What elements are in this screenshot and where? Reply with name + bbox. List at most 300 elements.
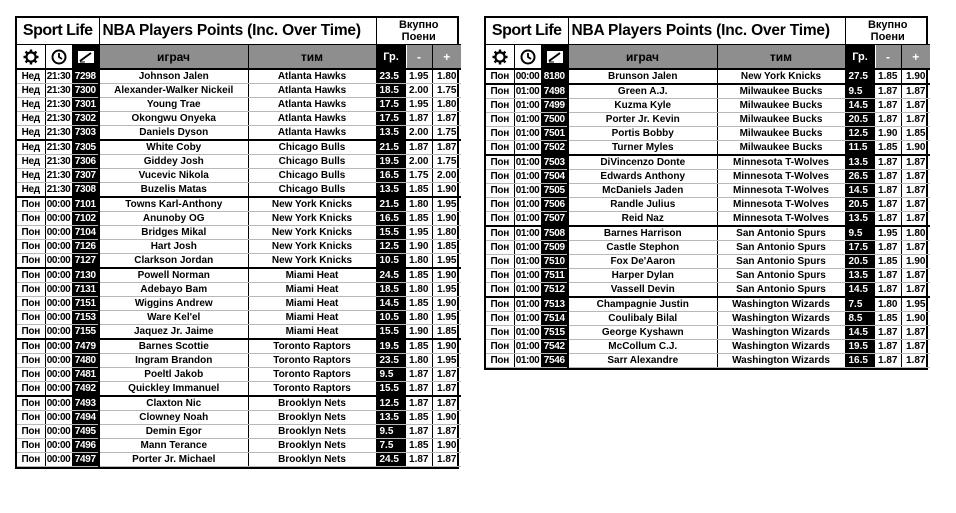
code-cell: 7305 bbox=[72, 140, 99, 155]
time-cell: 21:30 bbox=[46, 99, 71, 110]
column-header-minus: - bbox=[406, 45, 432, 70]
day-cell: Пон bbox=[17, 453, 45, 467]
code-cell: 7301 bbox=[72, 98, 99, 112]
points-line: 21.5 bbox=[376, 140, 406, 155]
points-line: 9.5 bbox=[376, 425, 406, 439]
code-cell: 7501 bbox=[541, 127, 568, 141]
odds-under: 1.80 bbox=[406, 311, 432, 325]
table-row bbox=[17, 254, 461, 269]
totals-label-line1: Вкупно bbox=[867, 19, 908, 31]
day-cell: Пон bbox=[17, 354, 45, 368]
odds-under: 1.85 bbox=[875, 141, 901, 156]
table-row bbox=[17, 69, 461, 84]
odds-under: 1.87 bbox=[406, 112, 432, 126]
odds-under: 1.90 bbox=[406, 325, 432, 340]
odds-over: 1.90 bbox=[432, 183, 461, 198]
day-cell: Пон bbox=[486, 354, 514, 368]
odds-over: 1.87 bbox=[901, 198, 930, 212]
player-name: Demin Egor bbox=[99, 425, 248, 439]
table-row bbox=[17, 126, 461, 141]
odds-sheet-left bbox=[15, 16, 459, 469]
odds-under: 1.87 bbox=[875, 340, 901, 354]
player-name: Edwards Anthony bbox=[568, 170, 717, 184]
code-cell: 7494 bbox=[72, 411, 99, 425]
player-name: Johnson Jalen bbox=[99, 69, 248, 84]
day-cell: Пон bbox=[486, 198, 514, 212]
player-name: Claxton Nic bbox=[99, 396, 248, 411]
team-name: Minnesota T-Wolves bbox=[717, 212, 845, 227]
odds-over: 1.80 bbox=[901, 226, 930, 241]
odds-under: 1.95 bbox=[406, 98, 432, 112]
odds-under: 1.75 bbox=[406, 169, 432, 183]
odds-over: 1.87 bbox=[432, 425, 461, 439]
odds-over: 1.87 bbox=[901, 170, 930, 184]
points-line: 20.5 bbox=[845, 255, 875, 269]
day-cell: Пон bbox=[17, 254, 45, 269]
day-cell: Пон bbox=[486, 141, 514, 156]
odds-over: 1.90 bbox=[432, 268, 461, 283]
table-row bbox=[486, 99, 930, 113]
table-row bbox=[17, 98, 461, 112]
team-name: Brooklyn Nets bbox=[248, 439, 376, 453]
code-cell: 7514 bbox=[541, 312, 568, 326]
points-line: 23.5 bbox=[376, 69, 406, 84]
points-line: 16.5 bbox=[376, 169, 406, 183]
points-line: 24.5 bbox=[376, 268, 406, 283]
odds-over: 1.85 bbox=[432, 240, 461, 254]
odds-over: 1.90 bbox=[901, 255, 930, 269]
time-cell: 01:00 bbox=[515, 157, 540, 168]
time-cell: 01:00 bbox=[515, 114, 540, 125]
table-row bbox=[17, 84, 461, 98]
table-row bbox=[486, 297, 930, 312]
points-line: 11.5 bbox=[845, 141, 875, 156]
odds-over: 1.75 bbox=[432, 84, 461, 98]
odds-over: 1.90 bbox=[432, 439, 461, 453]
table-row bbox=[486, 84, 930, 99]
table-row bbox=[486, 69, 930, 84]
day-cell: Пон bbox=[17, 212, 45, 226]
player-name: Okongwu Onyeka bbox=[99, 112, 248, 126]
time-cell: 00:00 bbox=[46, 270, 71, 281]
odds-under: 1.87 bbox=[875, 170, 901, 184]
table-row bbox=[486, 127, 930, 141]
team-name: Toronto Raptors bbox=[248, 354, 376, 368]
points-line: 16.5 bbox=[845, 354, 875, 368]
day-cell: Пон bbox=[17, 268, 45, 283]
brand-logo: Sport Life bbox=[486, 18, 568, 45]
points-line: 12.5 bbox=[845, 127, 875, 141]
team-name: San Antonio Spurs bbox=[717, 241, 845, 255]
team-name: New York Knicks bbox=[248, 226, 376, 240]
table-row bbox=[17, 339, 461, 354]
odds-over: 1.87 bbox=[432, 396, 461, 411]
day-cell: Пон bbox=[486, 297, 514, 312]
team-name: Miami Heat bbox=[248, 268, 376, 283]
odds-under: 1.90 bbox=[406, 240, 432, 254]
time-cell: 00:00 bbox=[46, 227, 71, 238]
day-cell: Нед bbox=[17, 84, 45, 98]
code-cell: 7131 bbox=[72, 283, 99, 297]
time-cell: 00:00 bbox=[46, 383, 71, 394]
team-name: New York Knicks bbox=[248, 212, 376, 226]
odds-over: 1.90 bbox=[901, 69, 930, 84]
team-name: Minnesota T-Wolves bbox=[717, 155, 845, 170]
day-cell: Нед bbox=[17, 69, 45, 84]
time-cell: 00:00 bbox=[46, 255, 71, 266]
player-name: White Coby bbox=[99, 140, 248, 155]
time-cell: 21:30 bbox=[46, 71, 71, 82]
time-cell: 01:00 bbox=[515, 185, 540, 196]
player-name: Clowney Noah bbox=[99, 411, 248, 425]
odds-over: 1.87 bbox=[901, 212, 930, 227]
odds-table bbox=[486, 18, 930, 368]
team-name: Minnesota T-Wolves bbox=[717, 170, 845, 184]
points-line: 13.5 bbox=[376, 126, 406, 141]
odds-over: 1.87 bbox=[901, 113, 930, 127]
odds-over: 1.80 bbox=[432, 226, 461, 240]
day-cell: Пон bbox=[17, 339, 45, 354]
table-row bbox=[17, 197, 461, 212]
odds-over: 1.80 bbox=[432, 69, 461, 84]
time-cell: 01:00 bbox=[515, 86, 540, 97]
odds-under: 2.00 bbox=[406, 126, 432, 141]
day-cell: Пон bbox=[486, 212, 514, 227]
player-name: Jaquez Jr. Jaime bbox=[99, 325, 248, 340]
team-name: Chicago Bulls bbox=[248, 183, 376, 198]
time-cell: 00:00 bbox=[46, 284, 71, 295]
table-row bbox=[17, 311, 461, 325]
totals-header bbox=[845, 18, 930, 45]
code-cell: 7505 bbox=[541, 184, 568, 198]
table-row bbox=[486, 184, 930, 198]
code-cell: 7104 bbox=[72, 226, 99, 240]
day-cell: Пон bbox=[17, 226, 45, 240]
day-cell: Пон bbox=[486, 283, 514, 298]
table-row bbox=[17, 140, 461, 155]
table-row bbox=[486, 198, 930, 212]
code-cell: 7500 bbox=[541, 113, 568, 127]
player-name: Brunson Jalen bbox=[568, 69, 717, 84]
odds-under: 1.87 bbox=[875, 113, 901, 127]
code-cell: 7300 bbox=[72, 84, 99, 98]
points-line: 23.5 bbox=[376, 354, 406, 368]
odds-under: 1.85 bbox=[875, 312, 901, 326]
time-cell: 01:00 bbox=[515, 242, 540, 253]
team-name: San Antonio Spurs bbox=[717, 255, 845, 269]
table-row bbox=[17, 283, 461, 297]
player-name: McDaniels Jaden bbox=[568, 184, 717, 198]
odds-under: 1.87 bbox=[406, 425, 432, 439]
table-row bbox=[17, 382, 461, 397]
table-row bbox=[486, 170, 930, 184]
player-name: Castle Stephon bbox=[568, 241, 717, 255]
table-row bbox=[486, 241, 930, 255]
day-cell: Пон bbox=[17, 368, 45, 382]
points-line: 24.5 bbox=[376, 453, 406, 467]
odds-under: 1.80 bbox=[406, 283, 432, 297]
time-cell: 00:00 bbox=[46, 241, 71, 252]
odds-over: 1.90 bbox=[432, 411, 461, 425]
points-line: 8.5 bbox=[845, 312, 875, 326]
code-cell: 7542 bbox=[541, 340, 568, 354]
odds-under: 2.00 bbox=[406, 84, 432, 98]
team-name: Brooklyn Nets bbox=[248, 425, 376, 439]
points-line: 18.5 bbox=[376, 283, 406, 297]
team-name: San Antonio Spurs bbox=[717, 283, 845, 298]
team-name: Minnesota T-Wolves bbox=[717, 198, 845, 212]
player-name: Powell Norman bbox=[99, 268, 248, 283]
odds-sheet-right bbox=[484, 16, 928, 370]
time-cell: 01:00 bbox=[515, 228, 540, 239]
odds-over: 1.87 bbox=[901, 155, 930, 170]
time-cell: 01:00 bbox=[515, 171, 540, 182]
code-cell: 7151 bbox=[72, 297, 99, 311]
team-name: Toronto Raptors bbox=[248, 368, 376, 382]
time-cell: 00:00 bbox=[46, 454, 71, 465]
team-name: Washington Wizards bbox=[717, 354, 845, 368]
table-row bbox=[486, 141, 930, 156]
day-cell: Пон bbox=[17, 240, 45, 254]
odds-over: 1.90 bbox=[901, 312, 930, 326]
points-line: 15.5 bbox=[376, 325, 406, 340]
odds-under: 1.85 bbox=[406, 183, 432, 198]
team-name: San Antonio Spurs bbox=[717, 269, 845, 283]
points-line: 10.5 bbox=[376, 254, 406, 269]
points-line: 18.5 bbox=[376, 84, 406, 98]
table-row bbox=[17, 411, 461, 425]
player-name: Sarr Alexandre bbox=[568, 354, 717, 368]
player-name: Daniels Dyson bbox=[99, 126, 248, 141]
column-header-minus: - bbox=[875, 45, 901, 70]
code-cell: 7130 bbox=[72, 268, 99, 283]
points-line: 20.5 bbox=[845, 113, 875, 127]
player-name: Anunoby OG bbox=[99, 212, 248, 226]
points-line: 12.5 bbox=[376, 396, 406, 411]
time-cell: 01:00 bbox=[515, 128, 540, 139]
player-name: Portis Bobby bbox=[568, 127, 717, 141]
odds-over: 1.87 bbox=[901, 84, 930, 99]
player-name: Alexander-Walker Nickeil bbox=[99, 84, 248, 98]
odds-under: 1.85 bbox=[406, 212, 432, 226]
player-name: Fox De'Aaron bbox=[568, 255, 717, 269]
code-cell: 7480 bbox=[72, 354, 99, 368]
odds-over: 1.87 bbox=[432, 140, 461, 155]
points-line: 12.5 bbox=[376, 240, 406, 254]
odds-over: 1.95 bbox=[432, 311, 461, 325]
points-line: 13.5 bbox=[376, 183, 406, 198]
table-row bbox=[17, 169, 461, 183]
odds-under: 1.95 bbox=[406, 226, 432, 240]
team-name: Toronto Raptors bbox=[248, 382, 376, 397]
time-cell: 21:30 bbox=[46, 170, 71, 181]
column-header-plus: + bbox=[432, 45, 461, 70]
code-cell: 7513 bbox=[541, 297, 568, 312]
code-cell: 7155 bbox=[72, 325, 99, 340]
player-name: Hart Josh bbox=[99, 240, 248, 254]
odds-over: 1.85 bbox=[901, 127, 930, 141]
points-line: 20.5 bbox=[845, 198, 875, 212]
odds-under: 1.85 bbox=[875, 69, 901, 84]
edit-icon bbox=[72, 45, 99, 70]
code-cell: 7493 bbox=[72, 396, 99, 411]
day-cell: Пон bbox=[486, 326, 514, 340]
odds-under: 1.80 bbox=[406, 197, 432, 212]
day-cell: Пон bbox=[17, 382, 45, 397]
code-cell: 7481 bbox=[72, 368, 99, 382]
table-row bbox=[486, 354, 930, 368]
table-row bbox=[486, 283, 930, 298]
odds-under: 1.87 bbox=[875, 354, 901, 368]
player-name: Porter Jr. Kevin bbox=[568, 113, 717, 127]
player-name: Harper Dylan bbox=[568, 269, 717, 283]
odds-under: 1.87 bbox=[875, 269, 901, 283]
odds-over: 1.87 bbox=[901, 340, 930, 354]
time-cell: 00:00 bbox=[46, 298, 71, 309]
code-cell: 7303 bbox=[72, 126, 99, 141]
player-name: Quickley Immanuel bbox=[99, 382, 248, 397]
player-name: Turner Myles bbox=[568, 141, 717, 156]
sheet-title: NBA Players Points (Inc. Over Time) bbox=[99, 18, 376, 45]
player-name: Mann Terance bbox=[99, 439, 248, 453]
points-line: 17.5 bbox=[376, 98, 406, 112]
team-name: Toronto Raptors bbox=[248, 339, 376, 354]
odds-over: 1.90 bbox=[432, 297, 461, 311]
time-cell: 00:00 bbox=[46, 440, 71, 451]
team-name: Milwaukee Bucks bbox=[717, 127, 845, 141]
player-name: Vucevic Nikola bbox=[99, 169, 248, 183]
time-cell: 00:00 bbox=[46, 341, 71, 352]
code-cell: 7502 bbox=[541, 141, 568, 156]
day-cell: Нед bbox=[17, 140, 45, 155]
day-cell: Пон bbox=[486, 99, 514, 113]
table-row bbox=[17, 297, 461, 311]
clock-icon bbox=[514, 45, 541, 70]
edit-icon bbox=[541, 45, 568, 70]
team-name: Brooklyn Nets bbox=[248, 396, 376, 411]
code-cell: 7495 bbox=[72, 425, 99, 439]
day-cell: Нед bbox=[17, 98, 45, 112]
team-name: New York Knicks bbox=[248, 254, 376, 269]
time-cell: 00:00 bbox=[515, 71, 540, 82]
odds-over: 1.90 bbox=[432, 212, 461, 226]
day-cell: Пон bbox=[17, 297, 45, 311]
odds-under: 1.80 bbox=[406, 354, 432, 368]
time-cell: 01:00 bbox=[515, 142, 540, 153]
points-line: 13.5 bbox=[845, 212, 875, 227]
odds-under: 1.85 bbox=[406, 439, 432, 453]
day-cell: Пон bbox=[486, 255, 514, 269]
code-cell: 7509 bbox=[541, 241, 568, 255]
time-cell: 00:00 bbox=[46, 426, 71, 437]
team-name: Miami Heat bbox=[248, 283, 376, 297]
odds-under: 1.87 bbox=[406, 382, 432, 397]
code-cell: 7492 bbox=[72, 382, 99, 397]
odds-over: 1.75 bbox=[432, 126, 461, 141]
odds-over: 1.87 bbox=[901, 283, 930, 298]
time-cell: 00:00 bbox=[46, 369, 71, 380]
player-name: Ingram Brandon bbox=[99, 354, 248, 368]
odds-over: 1.87 bbox=[901, 241, 930, 255]
odds-under: 1.95 bbox=[406, 69, 432, 84]
time-cell: 01:00 bbox=[515, 270, 540, 281]
player-name: Ware Kel'el bbox=[99, 311, 248, 325]
table-row bbox=[486, 255, 930, 269]
table-row bbox=[17, 453, 461, 467]
player-name: Champagnie Justin bbox=[568, 297, 717, 312]
points-line: 14.5 bbox=[845, 326, 875, 340]
team-name: San Antonio Spurs bbox=[717, 226, 845, 241]
table-row bbox=[486, 340, 930, 354]
code-cell: 7507 bbox=[541, 212, 568, 227]
code-cell: 7496 bbox=[72, 439, 99, 453]
team-name: Miami Heat bbox=[248, 297, 376, 311]
odds-over: 1.87 bbox=[901, 326, 930, 340]
team-name: Minnesota T-Wolves bbox=[717, 184, 845, 198]
team-name: Chicago Bulls bbox=[248, 140, 376, 155]
odds-over: 1.95 bbox=[432, 254, 461, 269]
code-cell: 7503 bbox=[541, 155, 568, 170]
player-name: Barnes Harrison bbox=[568, 226, 717, 241]
points-line: 13.5 bbox=[845, 269, 875, 283]
odds-over: 1.90 bbox=[432, 339, 461, 354]
code-cell: 8180 bbox=[541, 69, 568, 84]
odds-under: 1.87 bbox=[875, 283, 901, 298]
time-cell: 21:30 bbox=[46, 85, 71, 96]
code-cell: 7504 bbox=[541, 170, 568, 184]
clock-icon bbox=[45, 45, 72, 70]
points-line: 17.5 bbox=[845, 241, 875, 255]
time-cell: 01:00 bbox=[515, 100, 540, 111]
team-name: Miami Heat bbox=[248, 325, 376, 340]
odds-under: 1.80 bbox=[406, 254, 432, 269]
time-cell: 00:00 bbox=[46, 213, 71, 224]
code-cell: 7302 bbox=[72, 112, 99, 126]
day-cell: Пон bbox=[486, 312, 514, 326]
odds-under: 1.85 bbox=[406, 297, 432, 311]
gear-icon bbox=[486, 45, 514, 70]
odds-over: 1.87 bbox=[432, 112, 461, 126]
odds-over: 1.95 bbox=[432, 283, 461, 297]
day-cell: Пон bbox=[486, 340, 514, 354]
player-name: Kuzma Kyle bbox=[568, 99, 717, 113]
odds-over: 1.80 bbox=[432, 98, 461, 112]
team-name: Chicago Bulls bbox=[248, 169, 376, 183]
time-cell: 00:00 bbox=[46, 199, 71, 210]
player-name: Clarkson Jordan bbox=[99, 254, 248, 269]
odds-over: 1.95 bbox=[432, 354, 461, 368]
code-cell: 7510 bbox=[541, 255, 568, 269]
code-cell: 7126 bbox=[72, 240, 99, 254]
time-cell: 21:30 bbox=[46, 127, 71, 138]
code-cell: 7479 bbox=[72, 339, 99, 354]
day-cell: Пон bbox=[17, 425, 45, 439]
player-name: Coulibaly Bilal bbox=[568, 312, 717, 326]
player-name: Wiggins Andrew bbox=[99, 297, 248, 311]
odds-over: 1.87 bbox=[432, 453, 461, 467]
code-cell: 7497 bbox=[72, 453, 99, 467]
time-cell: 00:00 bbox=[46, 412, 71, 423]
team-name: Washington Wizards bbox=[717, 297, 845, 312]
code-cell: 7307 bbox=[72, 169, 99, 183]
table-row bbox=[17, 368, 461, 382]
odds-under: 1.95 bbox=[875, 226, 901, 241]
team-name: Washington Wizards bbox=[717, 340, 845, 354]
team-name: Miami Heat bbox=[248, 311, 376, 325]
team-name: Atlanta Hawks bbox=[248, 112, 376, 126]
time-cell: 21:30 bbox=[46, 184, 71, 195]
team-name: Milwaukee Bucks bbox=[717, 99, 845, 113]
